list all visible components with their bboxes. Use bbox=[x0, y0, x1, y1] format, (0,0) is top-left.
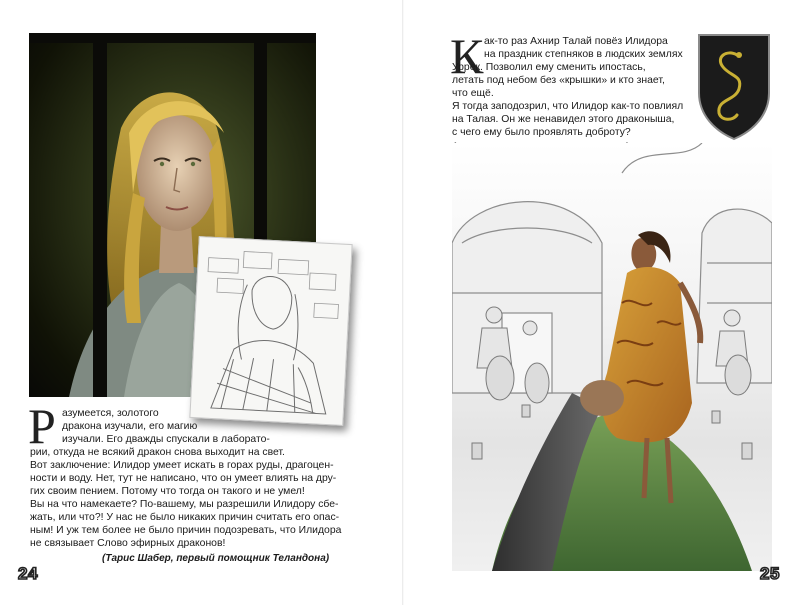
text-line: Вы на что намекаете? По-вашему, мы разрешили Илидору сбе- bbox=[30, 499, 339, 510]
page-number-left: 24 bbox=[18, 564, 38, 583]
text-line: на Талая. Он же ненавидел этого драконыша, bbox=[452, 114, 675, 125]
text-line: гих своим пением. Потому что тогда он такого и не умел! bbox=[30, 486, 305, 497]
text-line: ным! И уж тем более не было причин подозревать, что Илидора bbox=[30, 525, 342, 536]
right-page bbox=[404, 0, 807, 605]
text-line: на праздник степняков в людских землях bbox=[484, 49, 683, 60]
page-number-right: 25 bbox=[760, 564, 780, 583]
text-line: рии, откуда не всякий дракон снова выходит на свет. bbox=[30, 447, 285, 458]
text-line: азумеется, золотого bbox=[62, 408, 159, 419]
text-line: жать, или что?! У нас не было никаких причин считать его опас- bbox=[30, 512, 340, 523]
text-line: Вот заключение: Илидор умеет искать в горах руды, драгоцен- bbox=[30, 460, 334, 471]
text-line: ак-то раз Ахнир Талай повёз Илидора bbox=[484, 36, 668, 47]
text-line: с чего ему было проявлять доброту? bbox=[452, 127, 631, 138]
text-line: изучали. Его дважды спускали в лаборато- bbox=[62, 434, 270, 445]
text-line: не связывает Слово эфирных драконов! bbox=[30, 538, 226, 549]
text-line: дракона изучали, его магию bbox=[62, 421, 198, 432]
text-line: Я тогда заподозрил, что Илидор как-то повлиял bbox=[452, 101, 684, 112]
drop-cap-letter: Р bbox=[28, 398, 56, 454]
festival-illustration bbox=[452, 143, 772, 571]
text-line: ности и воду. Нет, тут не написано, что он умеет влиять на дру- bbox=[30, 473, 337, 484]
pencil-sketch-illustration bbox=[189, 236, 352, 426]
text-line: летать под небом без «крышки» и кто знает, bbox=[452, 75, 665, 86]
text-line: Уррек. Позволил ему сменить ипостась, bbox=[452, 62, 646, 73]
left-page bbox=[0, 0, 403, 605]
left-signature: (Тарис Шабер, первый помощник Теландона) bbox=[102, 553, 330, 564]
text-line: что ещё. bbox=[452, 88, 494, 99]
drop-cap-letter: К bbox=[450, 28, 484, 84]
serpent-icon bbox=[697, 31, 771, 141]
